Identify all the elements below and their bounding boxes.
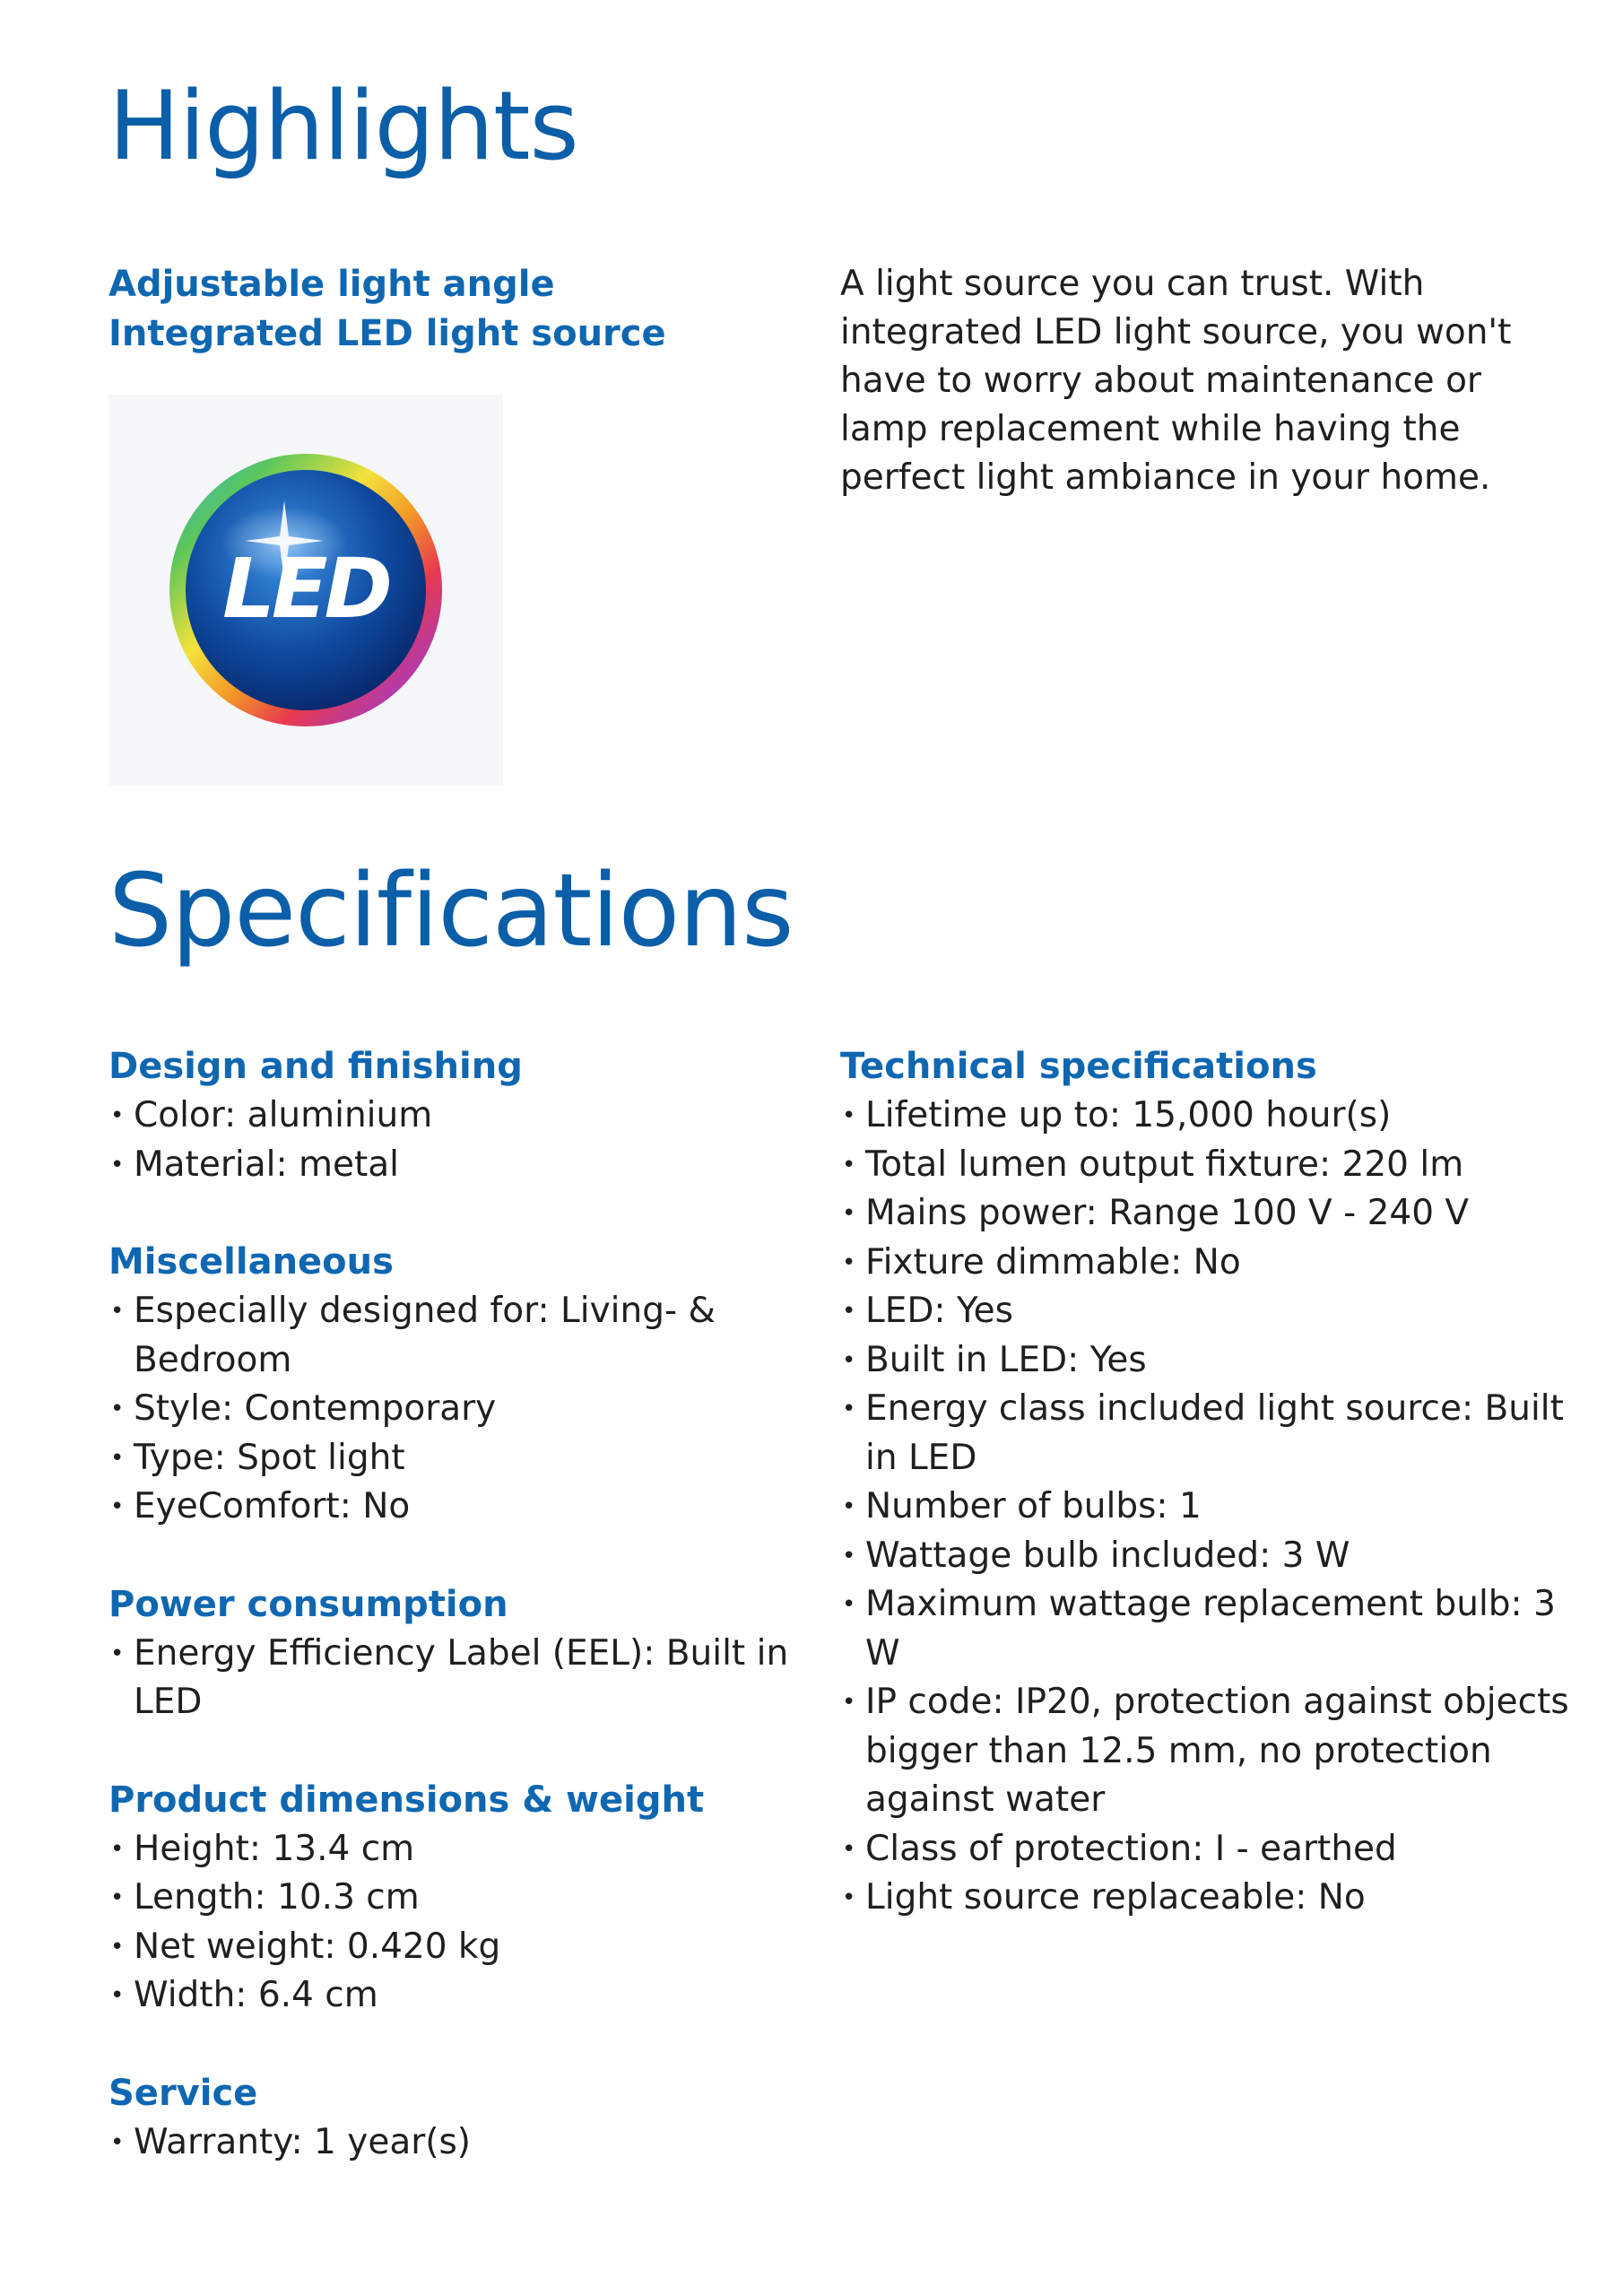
highlights-description: A light source you can trust. With integrated LED light source, you won't have to worry about maintenance or lamp replacement while having the perfect light ambiance in your home.: [840, 264, 1512, 498]
spec-item: • Lifetime up to: 15,000 hour(s): [840, 1091, 1575, 1141]
spec-section-product-dimensions-weight: [108, 1776, 844, 2021]
spec-item: • Net weight: 0.420 kg: [108, 1923, 844, 1972]
led-logo-image: [108, 395, 503, 786]
spec-item: • Warranty: 1 year(s): [108, 2118, 844, 2168]
spec-item: • Total lumen output fixture: 220 lm: [840, 1141, 1575, 1190]
highlights-subtitle: [108, 260, 808, 359]
spec-item: • Number of bulbs: 1: [840, 1483, 1575, 1532]
led-logo-text: LED: [222, 541, 389, 637]
spec-item: • Length: 10.3 cm: [108, 1874, 844, 1923]
highlights-title: Highlights: [108, 71, 578, 181]
spec-list: [108, 1287, 844, 1532]
highlight-feature-1: Adjustable light angle: [108, 264, 555, 305]
spec-item: • Type: Spot light: [108, 1434, 844, 1483]
spec-item: • Fixture dimmable: No: [840, 1239, 1575, 1288]
spec-item: • Built in LED: Yes: [840, 1336, 1575, 1386]
specs-right-column: [840, 1042, 1575, 1971]
spec-section-heading: Technical specifications: [840, 1046, 1317, 1087]
spec-item: • Wattage bulb included: 3 W: [840, 1532, 1575, 1581]
spec-item: • Style: Contemporary: [108, 1385, 844, 1434]
spec-list: [108, 1091, 844, 1189]
highlight-feature-2: Integrated LED light source: [108, 313, 666, 354]
spec-section-heading: Power consumption: [108, 1583, 508, 1625]
specifications-title: Specifications: [108, 853, 794, 970]
spec-item: • Width: 6.4 cm: [108, 1971, 844, 2021]
spec-item: • IP code: IP20, protection against objects bigger than 12.5 mm, no protection against water: [840, 1678, 1575, 1825]
spec-item: • Energy Efficiency Label (EEL): Built in LED: [108, 1630, 844, 1727]
led-logo-icon: [108, 395, 503, 786]
specs-left-column: [108, 1042, 844, 2215]
spec-item: • Class of protection: I - earthed: [840, 1825, 1575, 1874]
spec-list: [108, 1825, 844, 2021]
spec-item: • LED: Yes: [840, 1287, 1575, 1336]
spec-section-technical-specifications: [840, 1042, 1575, 1923]
spec-item: • Maximum wattage replacement bulb: 3 W: [840, 1580, 1575, 1678]
spec-section-heading: Miscellaneous: [108, 1241, 394, 1283]
spec-item: • Mains power: Range 100 V - 240 V: [840, 1189, 1575, 1239]
spec-item: • Height: 13.4 cm: [108, 1825, 844, 1874]
spec-section-design-and-finishing: [108, 1042, 844, 1189]
spec-item: • Energy class included light source: Built in LED: [840, 1385, 1575, 1483]
spec-list: [108, 1630, 844, 1727]
spec-list: [108, 2118, 844, 2168]
spec-list: [840, 1091, 1575, 1923]
spec-section-miscellaneous: [108, 1238, 844, 1532]
spec-item: • Color: aluminium: [108, 1091, 844, 1141]
spec-section-power-consumption: [108, 1580, 844, 1727]
spec-section-heading: Service: [108, 2072, 258, 2114]
spec-section-service: [108, 2069, 844, 2168]
spec-item: • Especially designed for: Living- & Bedroom: [108, 1287, 844, 1385]
spec-section-heading: Design and finishing: [108, 1046, 523, 1087]
spec-item: • EyeComfort: No: [108, 1483, 844, 1532]
spec-item: • Material: metal: [108, 1141, 844, 1190]
spec-item: • Light source replaceable: No: [840, 1874, 1575, 1923]
spec-section-heading: Product dimensions & weight: [108, 1779, 705, 1821]
